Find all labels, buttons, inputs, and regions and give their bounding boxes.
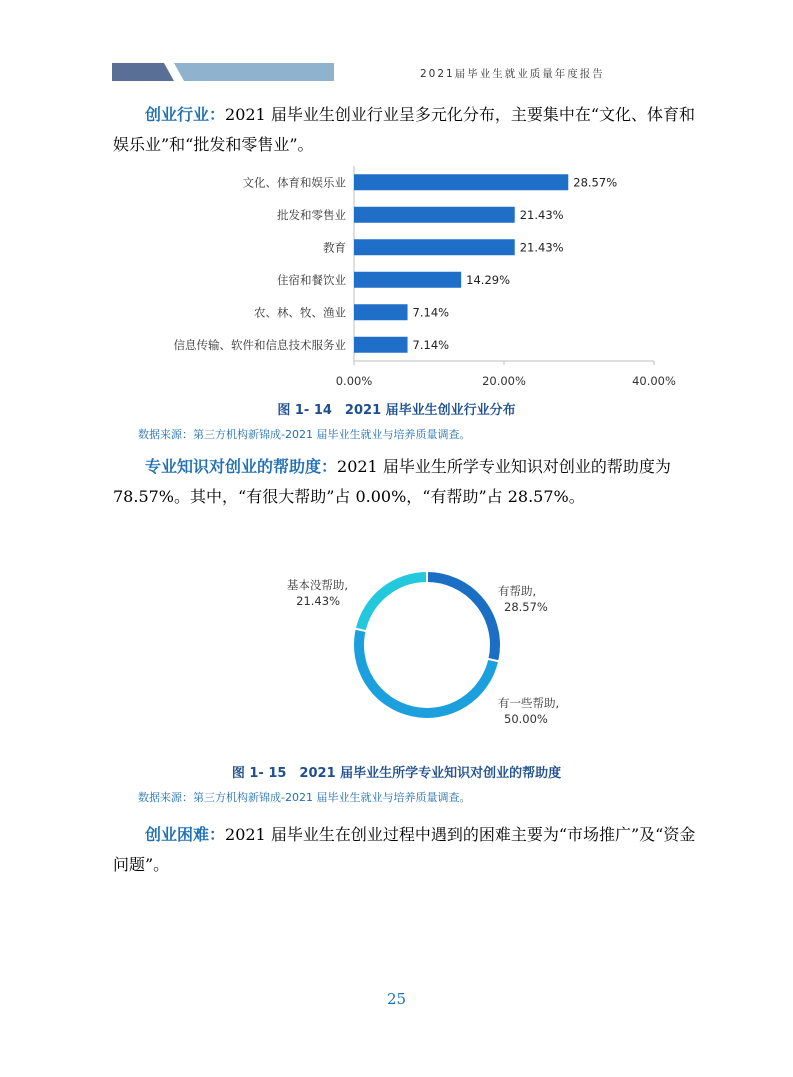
data-label: 7.14% — [412, 337, 450, 352]
slice-value-label: 28.57% — [504, 600, 548, 614]
helpfulness-donut-chart — [230, 555, 570, 735]
data-label: 7.14% — [412, 305, 450, 320]
page-number: 25 — [386, 990, 407, 1008]
slice-label: 基本没帮助, — [286, 578, 348, 592]
x-tick-label: 40.00% — [632, 374, 676, 388]
category-label: 信息传输、软件和信息技术服务业 — [173, 337, 346, 352]
data-label: 21.43% — [519, 207, 564, 222]
slice-label: 有帮助, — [498, 584, 537, 598]
paragraph-highlight: 创业行业： — [145, 105, 226, 124]
bar — [354, 207, 515, 223]
category-label: 批发和零售业 — [277, 207, 346, 222]
header-title: 2021届毕业生就业质量年度报告 — [420, 68, 605, 80]
category-label: 文化、体育和娱乐业 — [242, 175, 346, 190]
bar — [354, 174, 568, 190]
figure-14-caption: 图 1- 14 2021 届毕业生创业行业分布 — [277, 403, 516, 418]
paragraph-text: 2021 届毕业生所学专业知识对创业的帮助度为 78.57%。其中，“有很大帮助”占 0.00%，“有帮助”占 28.57%。 — [113, 457, 671, 506]
bar — [354, 304, 408, 320]
paragraph-difficulty — [113, 820, 698, 880]
header-decoration — [112, 63, 334, 81]
donut-slice — [427, 571, 501, 661]
paragraph-helpfulness — [113, 452, 698, 512]
figure-15-caption: 图 1- 15 2021 届毕业生所学专业知识对创业的帮助度 — [231, 766, 562, 781]
data-label: 28.57% — [573, 175, 618, 190]
figure-15-source: 数据来源：第三方机构新锦成-2021 届毕业生就业与培养质量调查。 — [138, 791, 471, 804]
industry-bar-chart — [120, 160, 680, 390]
paragraph-industry — [113, 100, 698, 160]
donut-slice — [355, 571, 427, 631]
category-label: 农、林、牧、渔业 — [254, 305, 346, 320]
x-tick-label: 0.00% — [335, 374, 373, 388]
donut-slice — [353, 629, 499, 719]
paragraph-text: 2021 届毕业生在创业过程中遇到的困难主要为“市场推广”及“资金问题”。 — [113, 825, 696, 874]
category-label: 住宿和餐饮业 — [277, 272, 346, 287]
slice-value-label: 21.43% — [296, 594, 340, 608]
x-tick-label: 20.00% — [482, 374, 526, 388]
paragraph-text: 2021 届毕业生创业行业呈多元化分布，主要集中在“文化、体育和娱乐业”和“批发和零售业”。 — [113, 105, 696, 154]
paragraph-highlight: 创业困难： — [145, 825, 226, 844]
bar — [354, 337, 408, 353]
slice-value-label: 50.00% — [504, 712, 548, 726]
data-label: 21.43% — [519, 240, 564, 255]
figure-14-source: 数据来源：第三方机构新锦成-2021 届毕业生就业与培养质量调查。 — [138, 428, 471, 441]
data-label: 14.29% — [466, 272, 511, 287]
paragraph-highlight: 专业知识对创业的帮助度： — [145, 457, 338, 476]
bar — [354, 272, 461, 288]
bar — [354, 239, 515, 255]
category-label: 教育 — [323, 240, 346, 255]
slice-label: 有一些帮助, — [498, 696, 560, 710]
